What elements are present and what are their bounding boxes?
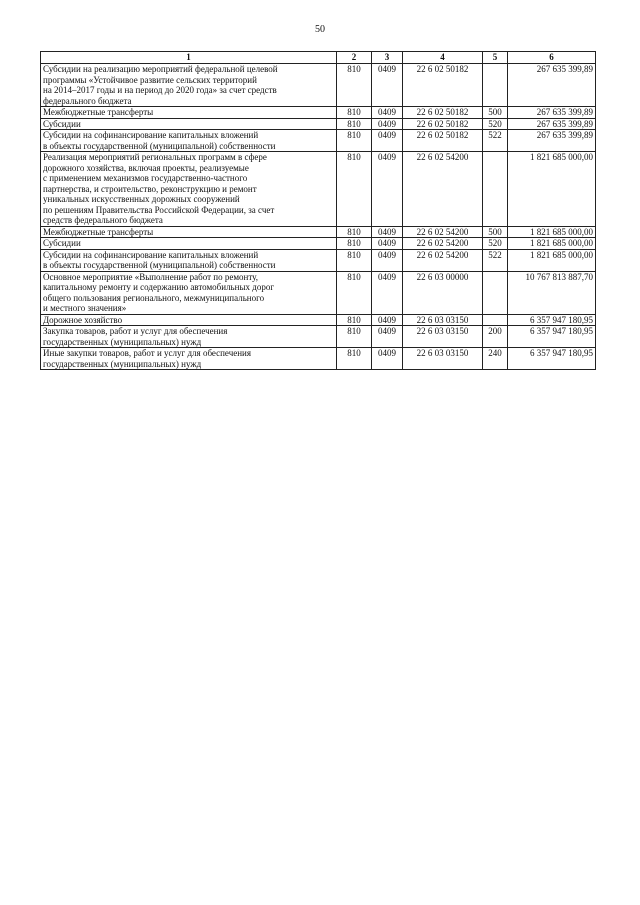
cell-section: 0409 xyxy=(372,152,403,227)
cell-ministry: 810 xyxy=(337,118,372,130)
cell-amount: 1 821 685 000,00 xyxy=(508,226,596,238)
cell-target: 22 6 02 54200 xyxy=(403,226,483,238)
cell-ministry: 810 xyxy=(337,249,372,271)
cell-target: 22 6 02 54200 xyxy=(403,152,483,227)
cell-amount: 1 821 685 000,00 xyxy=(508,152,596,227)
cell-name xyxy=(41,271,337,314)
table-row xyxy=(41,226,596,238)
cell-amount: 6 357 947 180,95 xyxy=(508,326,596,348)
cell-section: 0409 xyxy=(372,314,403,326)
cell-name-line: и местного значения» xyxy=(43,303,127,313)
table-row xyxy=(41,271,596,314)
cell-name-line: общего пользования регионального, межмуниципального xyxy=(43,292,265,303)
cell-amount: 1 821 685 000,00 xyxy=(508,238,596,250)
cell-name-line: по решениям Правительства Российской Федерации, за счет xyxy=(43,204,275,215)
cell-name-line: на 2014–2017 годы и на период до 2020 года» за счет средств xyxy=(43,85,277,95)
cell-name xyxy=(41,314,337,326)
cell-name-line: федерального бюджета xyxy=(43,95,132,106)
cell-ministry: 810 xyxy=(337,238,372,250)
header-section: 3 xyxy=(372,52,403,64)
cell-name xyxy=(41,238,337,250)
cell-name-line: Иные закупки товаров, работ и услуг для обеспечения xyxy=(43,348,251,358)
cell-name-line: Реализация мероприятий региональных программ в сфере xyxy=(43,152,267,162)
cell-name-line: партнерства, и строительство, реконструкцию и ремонт xyxy=(43,183,257,194)
cell-expense: 522 xyxy=(483,130,508,152)
cell-amount: 10 767 813 887,70 xyxy=(508,271,596,314)
cell-name-line: Закупка товаров, работ и услуг для обеспечения xyxy=(43,326,228,336)
cell-name-line: Субсидии на софинансирование капитальных вложений xyxy=(43,249,259,260)
cell-name-line: Дорожное хозяйство xyxy=(43,314,123,325)
budget-table xyxy=(40,51,596,370)
cell-name-line: дорожного хозяйства, включая проекты, реализуемые xyxy=(43,162,249,173)
cell-name xyxy=(41,326,337,348)
table-row xyxy=(41,64,596,107)
cell-target: 22 6 02 54200 xyxy=(403,249,483,271)
cell-expense: 500 xyxy=(483,107,508,119)
page-number: 50 xyxy=(315,24,325,35)
table-row xyxy=(41,152,596,227)
cell-section: 0409 xyxy=(372,130,403,152)
cell-name-line: Субсидии на софинансирование капитальных вложений xyxy=(43,130,259,140)
cell-amount: 267 635 399,89 xyxy=(508,118,596,130)
cell-name-line: государственных (муниципальных) нужд xyxy=(43,358,202,369)
cell-section: 0409 xyxy=(372,238,403,250)
header-amount: 6 xyxy=(508,52,596,64)
cell-target: 22 6 02 50182 xyxy=(403,118,483,130)
cell-name-line: Межбюджетные трансферты xyxy=(43,226,154,237)
table-row xyxy=(41,314,596,326)
cell-amount: 6 357 947 180,95 xyxy=(508,348,596,370)
cell-name xyxy=(41,152,337,227)
table-header-row xyxy=(41,52,596,64)
cell-target: 22 6 02 50182 xyxy=(403,64,483,107)
cell-target: 22 6 02 50182 xyxy=(403,107,483,119)
cell-section: 0409 xyxy=(372,226,403,238)
cell-expense: 200 xyxy=(483,326,508,348)
table-body xyxy=(41,64,596,370)
cell-section: 0409 xyxy=(372,271,403,314)
header-expense: 5 xyxy=(483,52,508,64)
cell-section: 0409 xyxy=(372,118,403,130)
table-row xyxy=(41,107,596,119)
cell-name-line: в объекты государственной (муниципальной) собственности xyxy=(43,140,276,151)
cell-name-line: в объекты государственной (муниципальной) собственности xyxy=(43,260,276,270)
cell-target: 22 6 02 50182 xyxy=(403,130,483,152)
cell-ministry: 810 xyxy=(337,226,372,238)
cell-name xyxy=(41,64,337,107)
cell-section: 0409 xyxy=(372,348,403,370)
cell-target: 22 6 03 03150 xyxy=(403,348,483,370)
cell-amount: 267 635 399,89 xyxy=(508,107,596,119)
table-row xyxy=(41,249,596,271)
cell-name xyxy=(41,249,337,271)
cell-section: 0409 xyxy=(372,249,403,271)
cell-ministry: 810 xyxy=(337,152,372,227)
header-target: 4 xyxy=(403,52,483,64)
cell-ministry: 810 xyxy=(337,64,372,107)
cell-ministry: 810 xyxy=(337,271,372,314)
cell-target: 22 6 02 54200 xyxy=(403,238,483,250)
cell-name-line: государственных (муниципальных) нужд xyxy=(43,336,202,347)
table-row xyxy=(41,326,596,348)
cell-name-line: средств федерального бюджета xyxy=(43,215,163,225)
cell-name xyxy=(41,130,337,152)
cell-name-line: Основное мероприятие «Выполнение работ по ремонту, xyxy=(43,271,258,282)
header-name: 1 xyxy=(41,52,337,64)
cell-section: 0409 xyxy=(372,326,403,348)
cell-expense xyxy=(483,314,508,326)
cell-target: 22 6 03 00000 xyxy=(403,271,483,314)
cell-expense: 240 xyxy=(483,348,508,370)
cell-name-line: Субсидии на реализацию мероприятий федеральной целевой xyxy=(43,64,278,74)
cell-expense: 520 xyxy=(483,238,508,250)
table-row xyxy=(41,348,596,370)
cell-section: 0409 xyxy=(372,107,403,119)
cell-expense: 520 xyxy=(483,118,508,130)
table-row xyxy=(41,238,596,250)
cell-amount: 267 635 399,89 xyxy=(508,64,596,107)
cell-name-line: программы «Устойчивое развитие сельских территорий xyxy=(43,74,257,85)
cell-name-line: Субсидии xyxy=(43,238,81,248)
cell-expense xyxy=(483,152,508,227)
cell-ministry: 810 xyxy=(337,107,372,119)
cell-section: 0409 xyxy=(372,64,403,107)
cell-amount: 1 821 685 000,00 xyxy=(508,249,596,271)
cell-ministry: 810 xyxy=(337,130,372,152)
cell-expense xyxy=(483,64,508,107)
cell-target: 22 6 03 03150 xyxy=(403,314,483,326)
cell-amount: 267 635 399,89 xyxy=(508,130,596,152)
table-row xyxy=(41,118,596,130)
cell-name xyxy=(41,348,337,370)
cell-name-line: Субсидии xyxy=(43,118,81,129)
table-row xyxy=(41,130,596,152)
cell-name-line: Межбюджетные трансферты xyxy=(43,107,154,117)
cell-name xyxy=(41,107,337,119)
cell-ministry: 810 xyxy=(337,348,372,370)
cell-expense: 500 xyxy=(483,226,508,238)
cell-name xyxy=(41,118,337,130)
cell-name xyxy=(41,226,337,238)
cell-ministry: 810 xyxy=(337,326,372,348)
cell-expense: 522 xyxy=(483,249,508,271)
cell-name-line: капитальному ремонту и содержанию автомобильных дорог xyxy=(43,282,275,292)
cell-amount: 6 357 947 180,95 xyxy=(508,314,596,326)
cell-ministry: 810 xyxy=(337,314,372,326)
cell-expense xyxy=(483,271,508,314)
cell-target: 22 6 03 03150 xyxy=(403,326,483,348)
header-ministry: 2 xyxy=(337,52,372,64)
cell-name-line: уникальных искусственных дорожных сооружений xyxy=(43,194,240,204)
cell-name-line: с применением механизмов государственно-частного xyxy=(43,173,248,183)
